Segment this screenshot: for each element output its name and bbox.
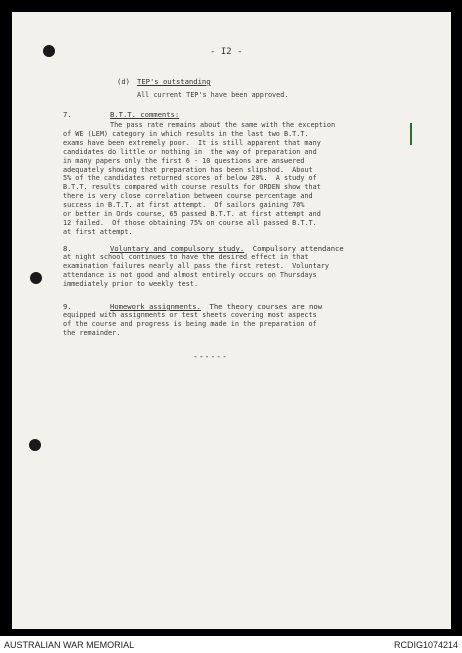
text-line: examination failures nearly all pass the first retest. Voluntary <box>63 261 329 270</box>
section-d-title: TEP's outstanding <box>137 77 211 86</box>
text-line: in many papers only the first 6 - 10 questions are answered <box>63 156 305 165</box>
section-d-text: All current TEP's have been approved. <box>137 91 289 99</box>
section-7-number: 7. <box>63 110 72 119</box>
text-line: attendance is not good and almost entirely occurs on Thursdays <box>63 270 317 279</box>
page-number: - I2 - <box>210 47 243 57</box>
text-line: The pass rate remains about the same with the exception <box>110 121 336 129</box>
section-8-number: 8. <box>63 244 72 253</box>
section-d-label: (d) <box>117 77 130 86</box>
text-line: equipped with assignments or test sheets covering most aspects <box>63 311 317 319</box>
section-9-first-line <box>110 302 322 311</box>
text-line: immediately prior to weekly test. <box>63 279 199 288</box>
punch-hole-middle <box>30 272 42 284</box>
text-line: at first attempt. <box>63 227 133 236</box>
text-line: success in B.T.T. at first attempt. Of sailors gaining 70% <box>63 201 305 210</box>
section-9-first-line-rest: The theory courses are now <box>200 302 323 311</box>
section-8-title: Voluntary and compulsory study. <box>110 244 245 253</box>
section-8-first-line <box>110 244 344 253</box>
punch-hole-top <box>43 45 55 57</box>
footer-source: AUSTRALIAN WAR MEMORIAL <box>4 640 135 650</box>
text-line: exams have been extremely poor. It is still apparent that many <box>63 138 321 147</box>
section-7-title: B.T.T. comments: <box>110 110 180 119</box>
margin-mark <box>410 123 412 145</box>
text-line: at night school continues to have the desired effect in that <box>63 253 309 261</box>
text-line: of WE (LEM) category in which results in the last two B.T.T. <box>63 129 309 138</box>
footer-id: RCDIG1074214 <box>393 640 458 650</box>
section-9-number: 9. <box>63 302 72 311</box>
text-line: there is very close correlation between course percentage and <box>63 192 313 201</box>
section-9-title: Homework assignments. <box>110 302 201 311</box>
text-line: B.T.T. results compared with course results for ORDEN show that <box>63 183 321 192</box>
text-line: the remainder. <box>63 328 121 337</box>
section-divider: ------ <box>193 352 228 361</box>
text-line: candidates do little or nothing in the way of preparation and <box>63 147 317 156</box>
text-line: 5% of the candidates returned scores of below 20%. A study of <box>63 174 317 183</box>
section-8-first-line-rest: Compulsory attendance <box>244 244 344 253</box>
punch-hole-bottom <box>29 439 41 451</box>
archive-footer <box>0 636 462 653</box>
text-line: adequately showing that preparation has been slipshod. About <box>63 165 313 174</box>
text-line: 12 failed. Of those obtaining 75% on course all passed B.T.T. <box>63 218 317 227</box>
text-line: of the course and progress is being made in the preparation of <box>63 319 317 328</box>
text-line: or better in Ords course, 65 passed B.T.T. at first attempt and <box>63 210 321 218</box>
